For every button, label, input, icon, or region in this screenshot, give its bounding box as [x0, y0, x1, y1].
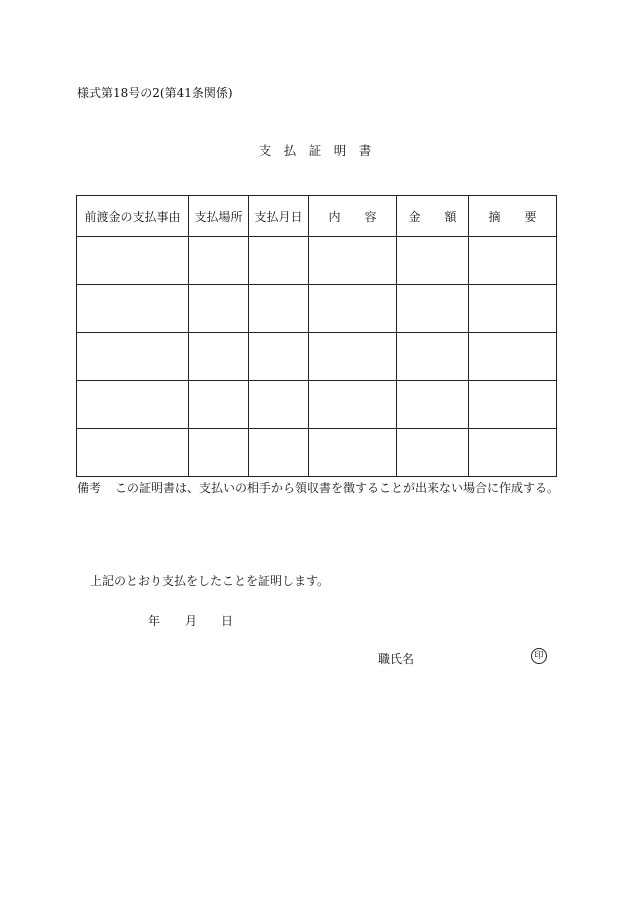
table-cell[interactable]: [469, 237, 557, 285]
table-cell[interactable]: [397, 237, 469, 285]
seal-mark: 印: [531, 648, 547, 664]
table-cell[interactable]: [309, 381, 397, 429]
table-cell[interactable]: [397, 333, 469, 381]
table-cell[interactable]: [249, 429, 309, 477]
document-title-text: 支 払 証 明 書: [258, 143, 372, 158]
date-month-label: 月: [185, 614, 198, 628]
table-cell[interactable]: [249, 285, 309, 333]
table-cell[interactable]: [77, 333, 189, 381]
document-title: [0, 141, 630, 159]
table-cell[interactable]: [469, 333, 557, 381]
certification-statement: 上記のとおり支払をしたことを証明します。: [90, 574, 330, 588]
table-cell[interactable]: [77, 381, 189, 429]
table-cell[interactable]: [309, 429, 397, 477]
header-payment-date: 支払月日: [249, 196, 309, 237]
table-cell[interactable]: [249, 237, 309, 285]
signature-name-label: 職氏名: [378, 652, 415, 666]
table-cell[interactable]: [249, 333, 309, 381]
table-row: [77, 333, 557, 381]
table-cell[interactable]: [189, 237, 249, 285]
table-cell[interactable]: [309, 285, 397, 333]
table-cell[interactable]: [397, 429, 469, 477]
table-cell[interactable]: [77, 429, 189, 477]
date-year-label: 年: [148, 614, 161, 628]
table-row: [77, 237, 557, 285]
table-cell[interactable]: [189, 285, 249, 333]
table-row: [77, 381, 557, 429]
table-cell[interactable]: [469, 381, 557, 429]
header-content: 内 容: [309, 196, 397, 237]
remark-label: 備考: [77, 481, 102, 495]
table-cell[interactable]: [397, 381, 469, 429]
table-cell[interactable]: [77, 285, 189, 333]
remark-text: この証明書は、支払いの相手から領収書を徴することが出来ない場合に作成する。: [115, 481, 560, 495]
payment-table: [76, 195, 557, 477]
table-cell[interactable]: [309, 333, 397, 381]
header-amount: 金 額: [397, 196, 469, 237]
table-row: [77, 429, 557, 477]
table-cell[interactable]: [397, 285, 469, 333]
table-header-row: [77, 196, 557, 237]
table-cell[interactable]: [189, 381, 249, 429]
form-number: 様式第18号の2(第41条関係): [77, 86, 233, 100]
table-cell[interactable]: [189, 429, 249, 477]
remark-note: [77, 479, 559, 496]
header-remarks: 摘 要: [469, 196, 557, 237]
table-cell[interactable]: [469, 429, 557, 477]
table-row: [77, 285, 557, 333]
header-payment-reason: 前渡金の支払事由: [77, 196, 189, 237]
table-cell[interactable]: [309, 237, 397, 285]
table-cell[interactable]: [469, 285, 557, 333]
table-cell[interactable]: [249, 381, 309, 429]
header-payment-place: 支払場所: [189, 196, 249, 237]
table-cell[interactable]: [77, 237, 189, 285]
date-day-label: 日: [221, 614, 234, 628]
table-cell[interactable]: [189, 333, 249, 381]
